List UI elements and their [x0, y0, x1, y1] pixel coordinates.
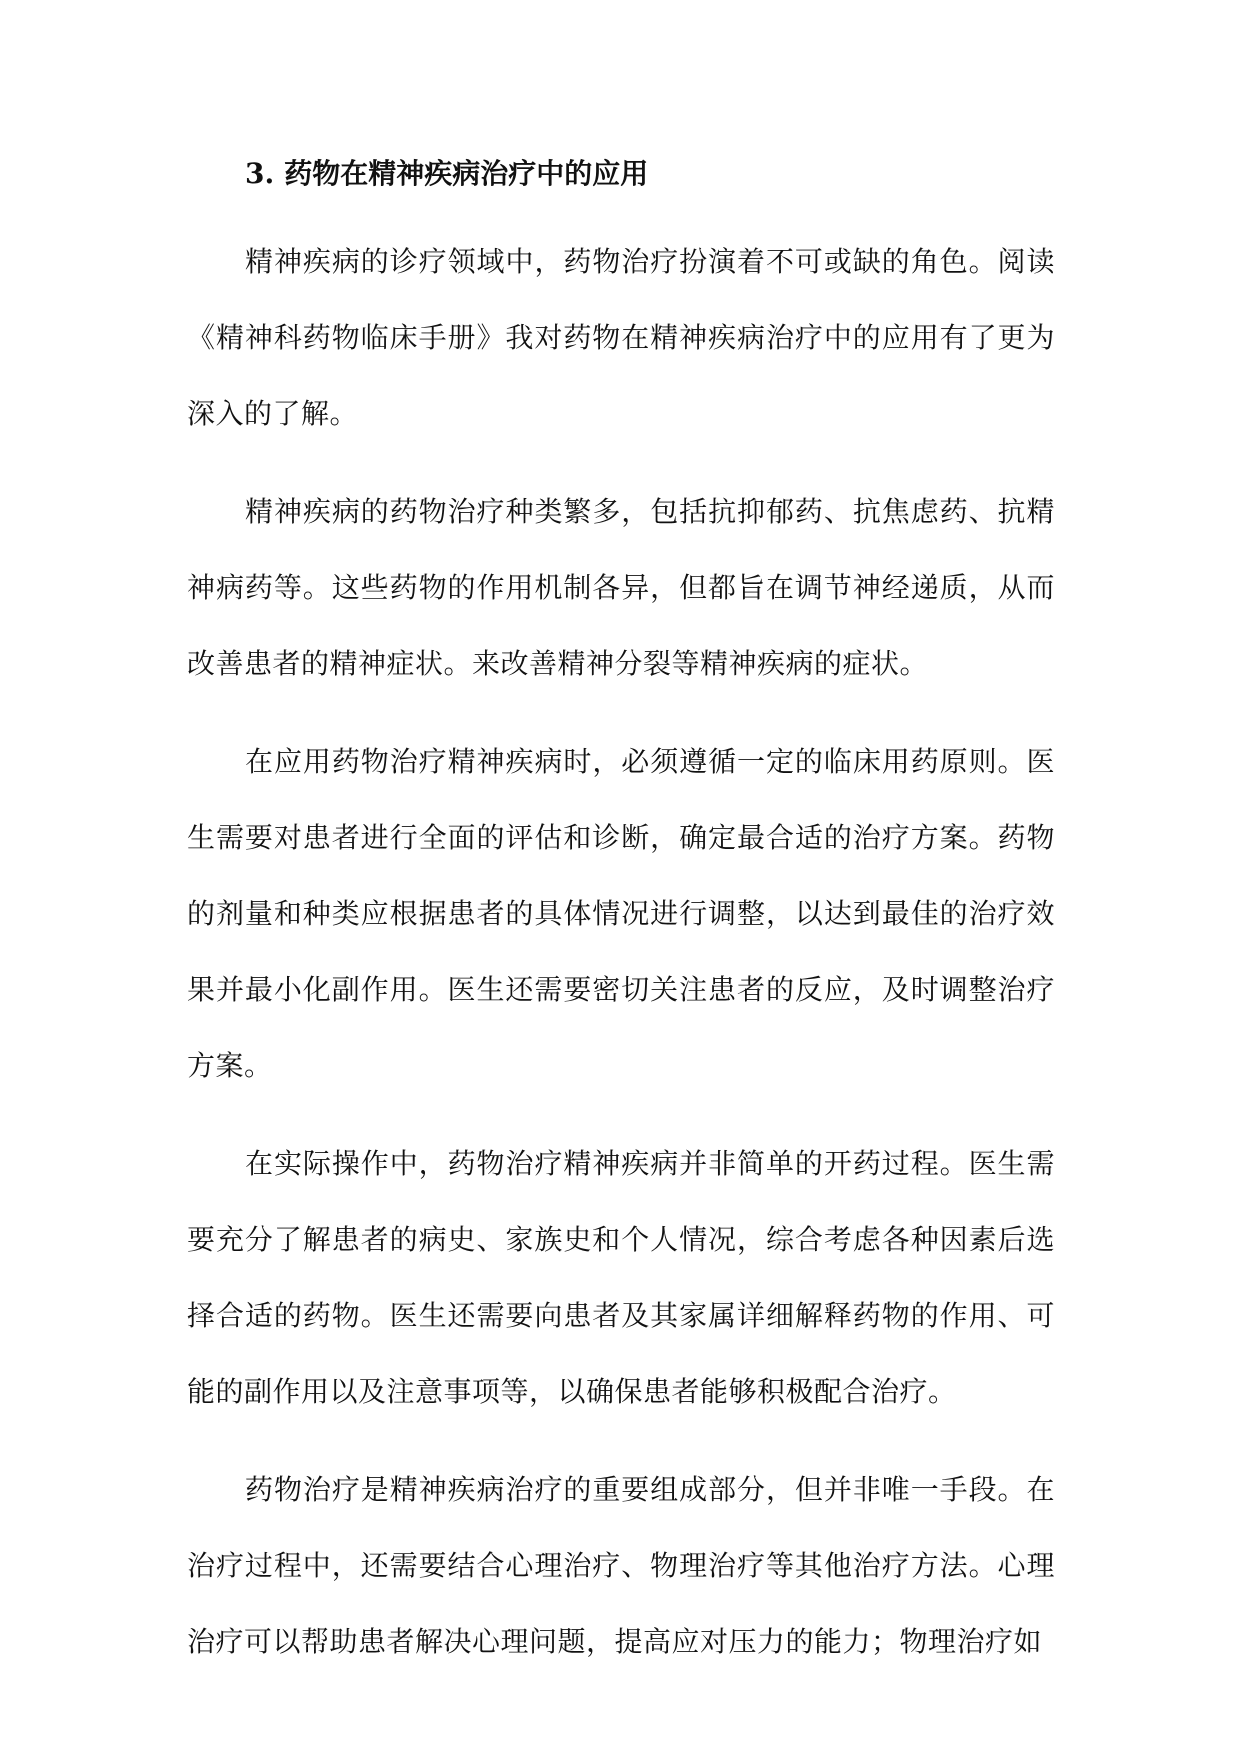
paragraph-3: 在应用药物治疗精神疾病时，必须遵循一定的临床用药原则。医生需要对患者进行全面的评估和诊断，确定最合适的治疗方案。药物的剂量和种类应根据患者的具体情况进行调整，以达到最佳的治疗效果并最小化副作用。医生还需要密切关注患者的反应，及时调整治疗方案。	[187, 745, 1055, 1082]
paragraph-2: 精神疾病的药物治疗种类繁多，包括抗抑郁药、抗焦虑药、抗精神病药等。这些药物的作用机制各异，但都旨在调节神经递质，从而改善患者的精神症状。来改善精神分裂等精神疾病的症状。	[187, 495, 1055, 680]
document-body	[187, 148, 1055, 1680]
paragraph-1: 精神疾病的诊疗领域中，药物治疗扮演着不可或缺的角色。阅读《精神科药物临床手册》我对药物在精神疾病治疗中的应用有了更为深入的了解。	[187, 245, 1055, 430]
paragraph-4: 在实际操作中，药物治疗精神疾病并非简单的开药过程。医生需要充分了解患者的病史、家族史和个人情况，综合考虑各种因素后选择合适的药物。医生还需要向患者及其家属详细解释药物的作用、可能的副作用以及注意事项等，以确保患者能够积极配合治疗。	[187, 1147, 1055, 1408]
section-title: 药物在精神疾病治疗中的应用	[284, 157, 649, 190]
section-heading	[187, 148, 1055, 200]
section-number: 3.	[245, 157, 275, 190]
paragraph-5: 药物治疗是精神疾病治疗的重要组成部分，但并非唯一手段。在治疗过程中，还需要结合心理治疗、物理治疗等其他治疗方法。心理治疗可以帮助患者解决心理问题，提高应对压力的能力；物理治疗如	[187, 1473, 1055, 1658]
